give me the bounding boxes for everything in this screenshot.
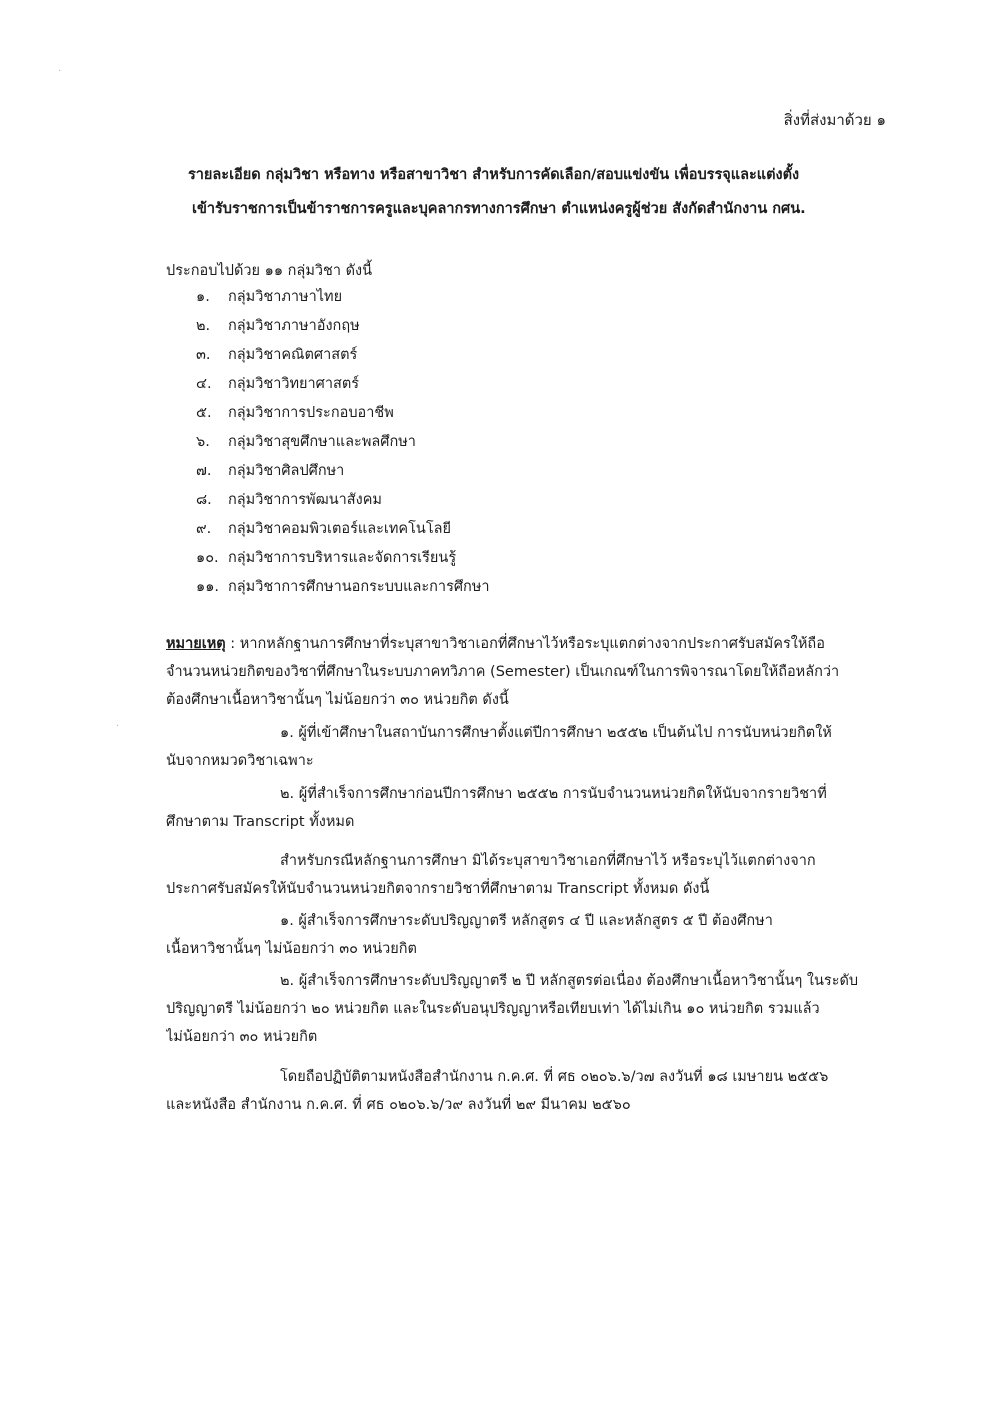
list-item-label: กลุ่มวิชาภาษาอังกฤษ [228,318,360,334]
list-item-label: กลุ่มวิชาคณิตศาสตร์ [228,347,358,363]
list-item [196,341,490,370]
note-line-1 [166,630,886,658]
case-item-1-line-1: ๑. ผู้สำเร็จการศึกษาระดับปริญญาตรี หลักสูตร ๔ ปี และหลักสูตร ๕ ปี ต้องศึกษา [280,913,773,929]
list-item [196,312,490,341]
list-item [196,283,490,312]
list-item-label: กลุ่มวิชาสุขศึกษาและพลศึกษา [228,434,416,450]
title-line-2: เข้ารับราชการเป็นข้าราชการครูและบุคลากรทางการศึกษา ตำแหน่งครูผู้ช่วย สังกัดสำนักงาน กศน. [192,201,806,217]
intro-text: ประกอบไปด้วย ๑๑ กลุ่มวิชา ดังนี้ [166,263,373,279]
note-line-3: ต้องศึกษาเนื้อหาวิชานั้นๆ ไม่น้อยกว่า ๓๐ หน่วยกิต ดังนี้ [166,692,509,708]
list-item [196,544,490,573]
list-item-label: กลุ่มวิชาคอมพิวเตอร์และเทคโนโลยี [228,521,451,537]
list-item-number: ๓. [196,347,211,363]
subject-list [196,283,490,602]
note-label: หมายเหตุ [166,636,226,652]
list-item [196,428,490,457]
list-item-label: กลุ่มวิชาการประกอบอาชีพ [228,405,394,421]
list-item-number: ๕. [196,405,212,421]
list-item-label: กลุ่มวิชาศิลปศึกษา [228,463,345,479]
case-item-2-line-2: ปริญญาตรี ไม่น้อยกว่า ๒๐ หน่วยกิต และในระดับอนุปริญญาหรือเทียบเท่า ได้ไม่เกิน ๑๐ หน่วยกิต รวมแล้ว [166,1001,820,1017]
note-text: : หากหลักฐานการศึกษาที่ระบุสาขาวิชาเอกที่ศึกษาไว้หรือระบุแตกต่างจากประกาศรับสมัครให้ถือ [225,636,825,652]
note-section [166,630,886,836]
list-item-label: กลุ่มวิชาภาษาไทย [228,289,343,305]
list-item [196,486,490,515]
list-item [196,515,490,544]
list-item-label: กลุ่มวิชาวิทยาศาสตร์ [228,376,360,392]
list-item-number: ๑๑. [196,579,220,595]
attachment-label: สิ่งที่ส่งมาด้วย ๑ [783,111,886,129]
note-item-2-line-1: ๒. ผู้ที่สำเร็จการศึกษาก่อนปีการศึกษา ๒๕๕๒ การนับจำนวนหน่วยกิตให้นับจากรายวิชาที่ [280,786,827,802]
note-item-1-line-1: ๑. ผู้ที่เข้าศึกษาในสถาบันการศึกษาตั้งแต่ปีการศึกษา ๒๕๕๒ เป็นต้นไป การนับหน่วยกิตให้ [280,725,832,741]
list-item-number: ๙. [196,521,212,537]
title-line-1: รายละเอียด กลุ่มวิชา หรือทาง หรือสาขาวิชา สำหรับการคัดเลือก/สอบแข่งขัน เพื่อบรรจุและแต่งตั้ง [188,167,800,183]
document-title [188,158,888,226]
list-item-number: ๘. [196,492,212,508]
note-item-2-line-2: ศึกษาตาม Transcript ทั้งหมด [166,814,355,830]
case-item-2-line-1: ๒. ผู้สำเร็จการศึกษาระดับปริญญาตรี ๒ ปี หลักสูตรต่อเนื่อง ต้องศึกษาเนื้อหาวิชานั้นๆ ในระดับ [280,973,859,989]
list-item [196,399,490,428]
list-item-number: ๔. [196,376,212,392]
case-line-1: สำหรับกรณีหลักฐานการศึกษา มิได้ระบุสาขาวิชาเอกที่ศึกษาไว้ หรือระบุไว้แตกต่างจาก [280,853,816,869]
note-line-2: จำนวนหน่วยกิตของวิชาที่ศึกษาในระบบภาคทวิภาค (Semester) เป็นเกณฑ์ในการพิจารณาโดยให้ถือหลักว่า [166,664,840,680]
case-section [166,847,886,1051]
scan-speck: · [58,66,62,77]
list-item [196,573,490,602]
list-item-number: ๗. [196,463,212,479]
list-item-number: ๖. [196,434,210,450]
reference-line-1: โดยถือปฏิบัติตามหนังสือสำนักงาน ก.ค.ศ. ที่ ศธ ๐๒๐๖.๖/ว๗ ลงวันที่ ๑๘ เมษายน ๒๕๕๖ [280,1069,829,1085]
list-item [196,370,490,399]
list-item-label: กลุ่มวิชาการพัฒนาสังคม [228,492,382,508]
list-item-number: ๑๐. [196,550,219,566]
reference-line-2: และหนังสือ สำนักงาน ก.ค.ศ. ที่ ศธ ๐๒๐๖.๖/ว๙ ลงวันที่ ๒๙ มีนาคม ๒๕๖๐ [166,1097,631,1113]
note-item-1-line-2: นับจากหมวดวิชาเฉพาะ [166,753,314,769]
list-item-label: กลุ่มวิชาการศึกษานอกระบบและการศึกษา [228,579,490,595]
case-line-2: ประกาศรับสมัครให้นับจำนวนหน่วยกิตจากรายวิชาที่ศึกษาตาม Transcript ทั้งหมด ดังนี้ [166,881,710,897]
case-item-1-line-2: เนื้อหาวิชานั้นๆ ไม่น้อยกว่า ๓๐ หน่วยกิต [166,941,417,957]
reference-section [166,1063,886,1119]
list-item [196,457,490,486]
list-item-number: ๑. [196,289,210,305]
list-item-number: ๒. [196,318,211,334]
scan-speck: · [116,721,120,732]
list-item-label: กลุ่มวิชาการบริหารและจัดการเรียนรู้ [228,550,457,566]
case-item-2-line-3: ไม่น้อยกว่า ๓๐ หน่วยกิต [166,1029,318,1045]
